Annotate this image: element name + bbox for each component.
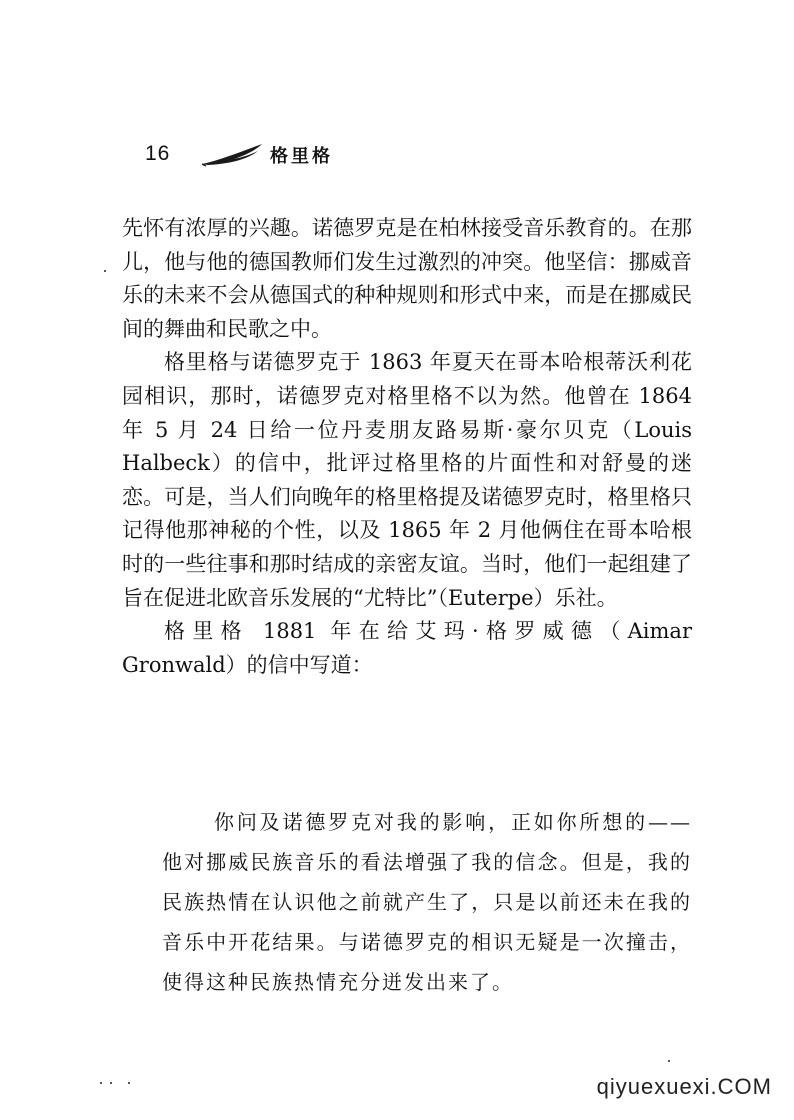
body-text [122,212,692,682]
scan-speck [110,1082,112,1084]
block-quote [162,802,692,1002]
paragraph: 格里格 1881 年在给艾玛·格罗威德（Aimar Gronwald）的信中写道： [122,619,692,677]
scan-speck [668,1060,670,1062]
scan-speck [128,1082,130,1084]
page-number: 16 [145,142,171,165]
quote-text: 你问及诺德罗克对我的影响，正如你所想的——他对挪威民族音乐的看法增强了我的信念。但是，我的民族热情在认识他之前就产生了，只是以前还未在我的音乐中开花结果。与诺德罗克的相识无疑是一次撞击，使得这种民族热情充分迸发出来了。 [162,810,692,994]
scan-speck [100,1082,102,1084]
page-header [145,138,405,172]
paragraph: 格里格与诺德罗克于 1863 年夏天在哥本哈根蒂沃利花园相识，那时，诺德罗克对格里格不以为然。他曾在 1864 年 5 月 24 日给一位丹麦朋友路易斯·豪尔贝克（Louis Halbeck）的信中，批评过格里格的片面性和对舒曼的迷恋。可是，当人们向晚年的格里格提及诺德罗克时，格里格只记得他那神秘的个性，以及 1865 年 2 月他俩住在哥本哈根时的一些往事和那时结成的亲密友谊。当时，他们一起组建了旨在促进北欧音乐发展的“尤特比”（Euterpe）乐社。 [122,350,692,610]
watermark [597,1074,772,1100]
paragraph-continued: 先怀有浓厚的兴趣。诺德罗克是在柏林接受音乐教育的。在那儿，他与他的德国教师们发生过激烈的冲突。他坚信：挪威音乐的未来不会从德国式的种种规则和形式中来，而是在挪威民间的舞曲和民歌之中。 [122,216,692,341]
scan-speck [104,270,106,272]
running-title: 格里格 [270,146,333,167]
watermark-text: qiyuexuexi.COM [596,1074,772,1099]
